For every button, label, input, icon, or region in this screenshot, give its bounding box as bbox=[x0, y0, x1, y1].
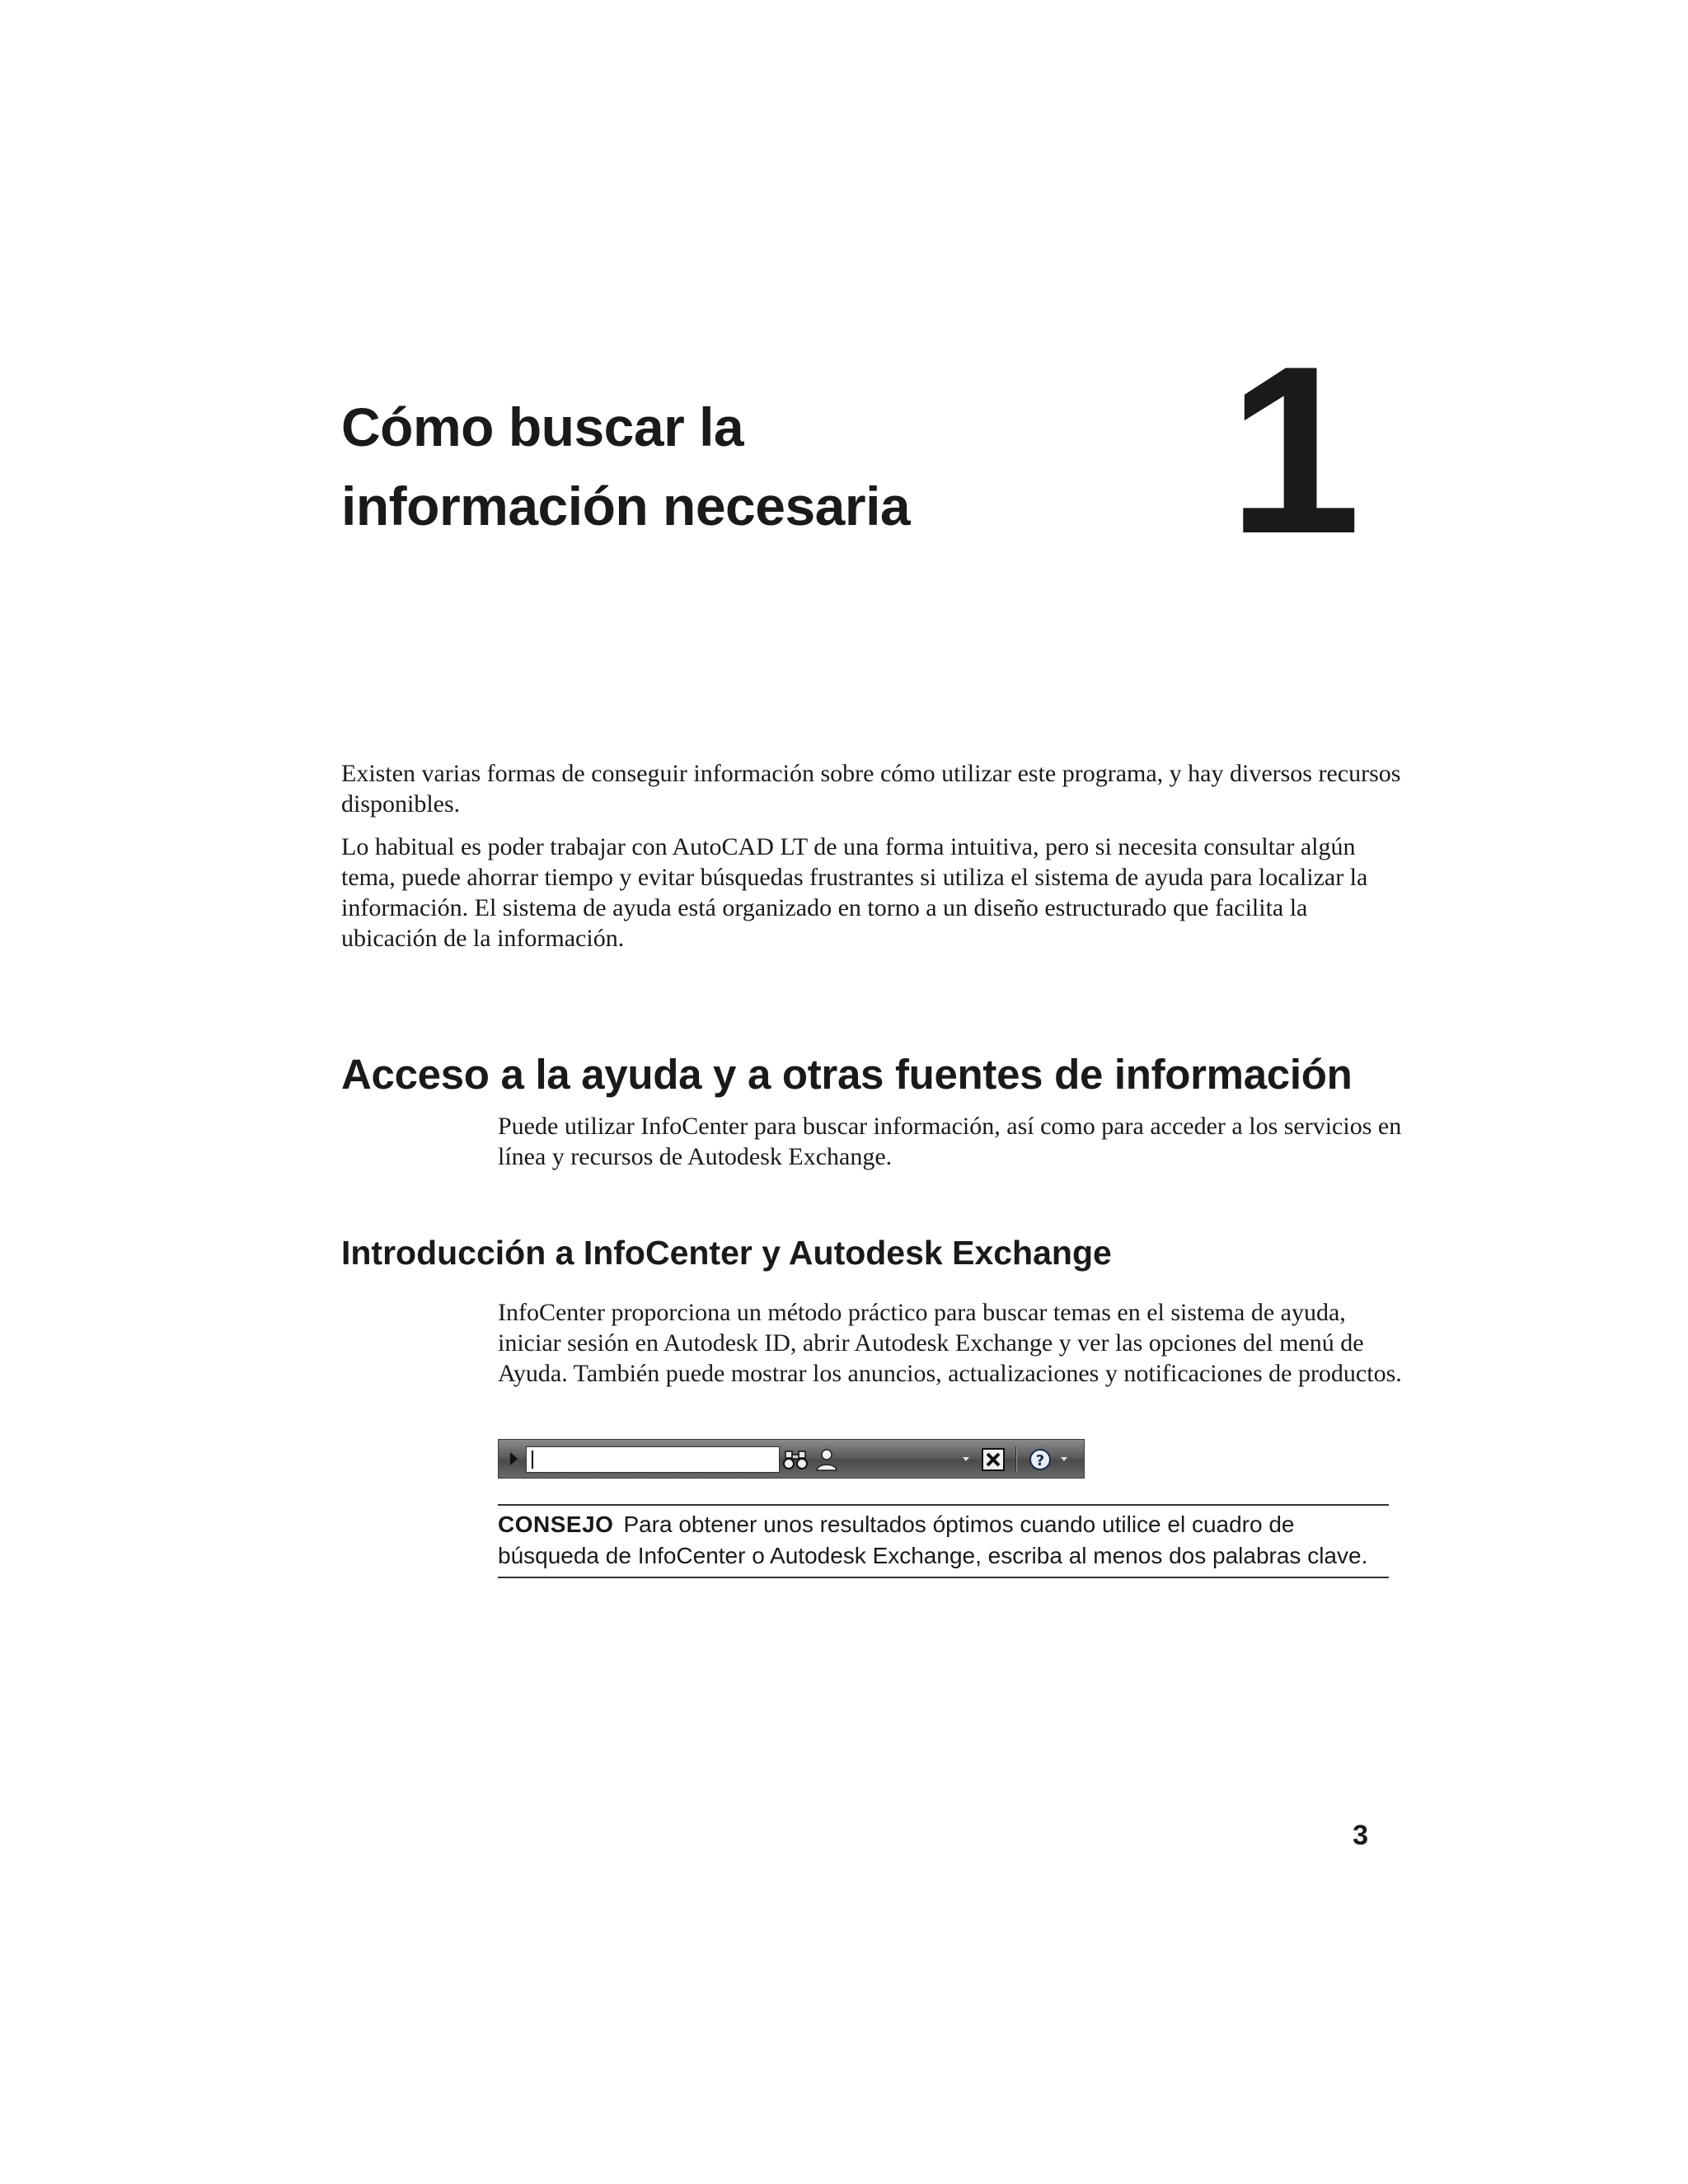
binoculars-icon[interactable] bbox=[781, 1446, 810, 1473]
user-icon[interactable] bbox=[812, 1446, 842, 1473]
chevron-down-icon[interactable] bbox=[963, 1457, 969, 1461]
tip-label: CONSEJO bbox=[498, 1511, 614, 1537]
chapter-title-line-1: Cómo buscar la bbox=[341, 396, 744, 457]
subsection-heading-infocenter: Introducción a InfoCenter y Autodesk Exchange bbox=[341, 1234, 1112, 1272]
infocenter-search-input[interactable] bbox=[526, 1446, 780, 1473]
chevron-down-icon[interactable] bbox=[1061, 1457, 1067, 1461]
chapter-number: 1 bbox=[1228, 316, 1362, 583]
section-paragraph-access: Puede utilizar InfoCenter para buscar información, así como para acceder a los servicios en línea y recursos de Autodesk Exchange. bbox=[498, 1113, 1402, 1170]
svg-text:?: ? bbox=[1035, 1452, 1045, 1469]
chapter-title-line-2: información necesaria bbox=[341, 476, 911, 537]
expand-arrow-icon[interactable] bbox=[510, 1452, 518, 1465]
tip-box bbox=[498, 1504, 1389, 1578]
intro-paragraph-1: Existen varias formas de conseguir información sobre cómo utilizar este programa, y hay diversos recursos disponibles. bbox=[341, 760, 1401, 818]
toolbar-separator bbox=[1015, 1446, 1016, 1473]
chapter-title bbox=[341, 387, 1165, 546]
page-number: 3 bbox=[1353, 1820, 1368, 1851]
subsection-paragraph-infocenter: InfoCenter proporciona un método práctico para buscar temas en el sistema de ayuda, iniciar sesión en Autodesk ID, abrir Autodesk Exchange y ver las opciones del menú de Ayuda. También puede mostrar los anuncios, actualizaciones y notificaciones de productos. bbox=[498, 1299, 1402, 1387]
intro-text bbox=[341, 758, 1404, 966]
section-heading-access: Acceso a la ayuda y a otras fuentes de información bbox=[341, 1051, 1353, 1098]
text-cursor bbox=[532, 1451, 533, 1469]
infocenter-toolbar bbox=[498, 1439, 1085, 1479]
tip-text: Para obtener unos resultados óptimos cuando utilice el cuadro de búsqueda de InfoCenter o Autodesk Exchange, escriba al menos dos palabras clave. bbox=[498, 1511, 1368, 1568]
intro-paragraph-2: Lo habitual es poder trabajar con AutoCAD LT de una forma intuitiva, pero si necesita consultar algún tema, puede ahorrar tiempo y evitar búsquedas frustrantes si utiliza el sistema de ayuda para localizar la información. El sistema de ayuda está organizado en torno a un diseño estructurado que facilita la ubicación de la información. bbox=[341, 833, 1368, 952]
exchange-icon[interactable] bbox=[981, 1446, 1006, 1473]
help-icon[interactable] bbox=[1026, 1446, 1054, 1473]
